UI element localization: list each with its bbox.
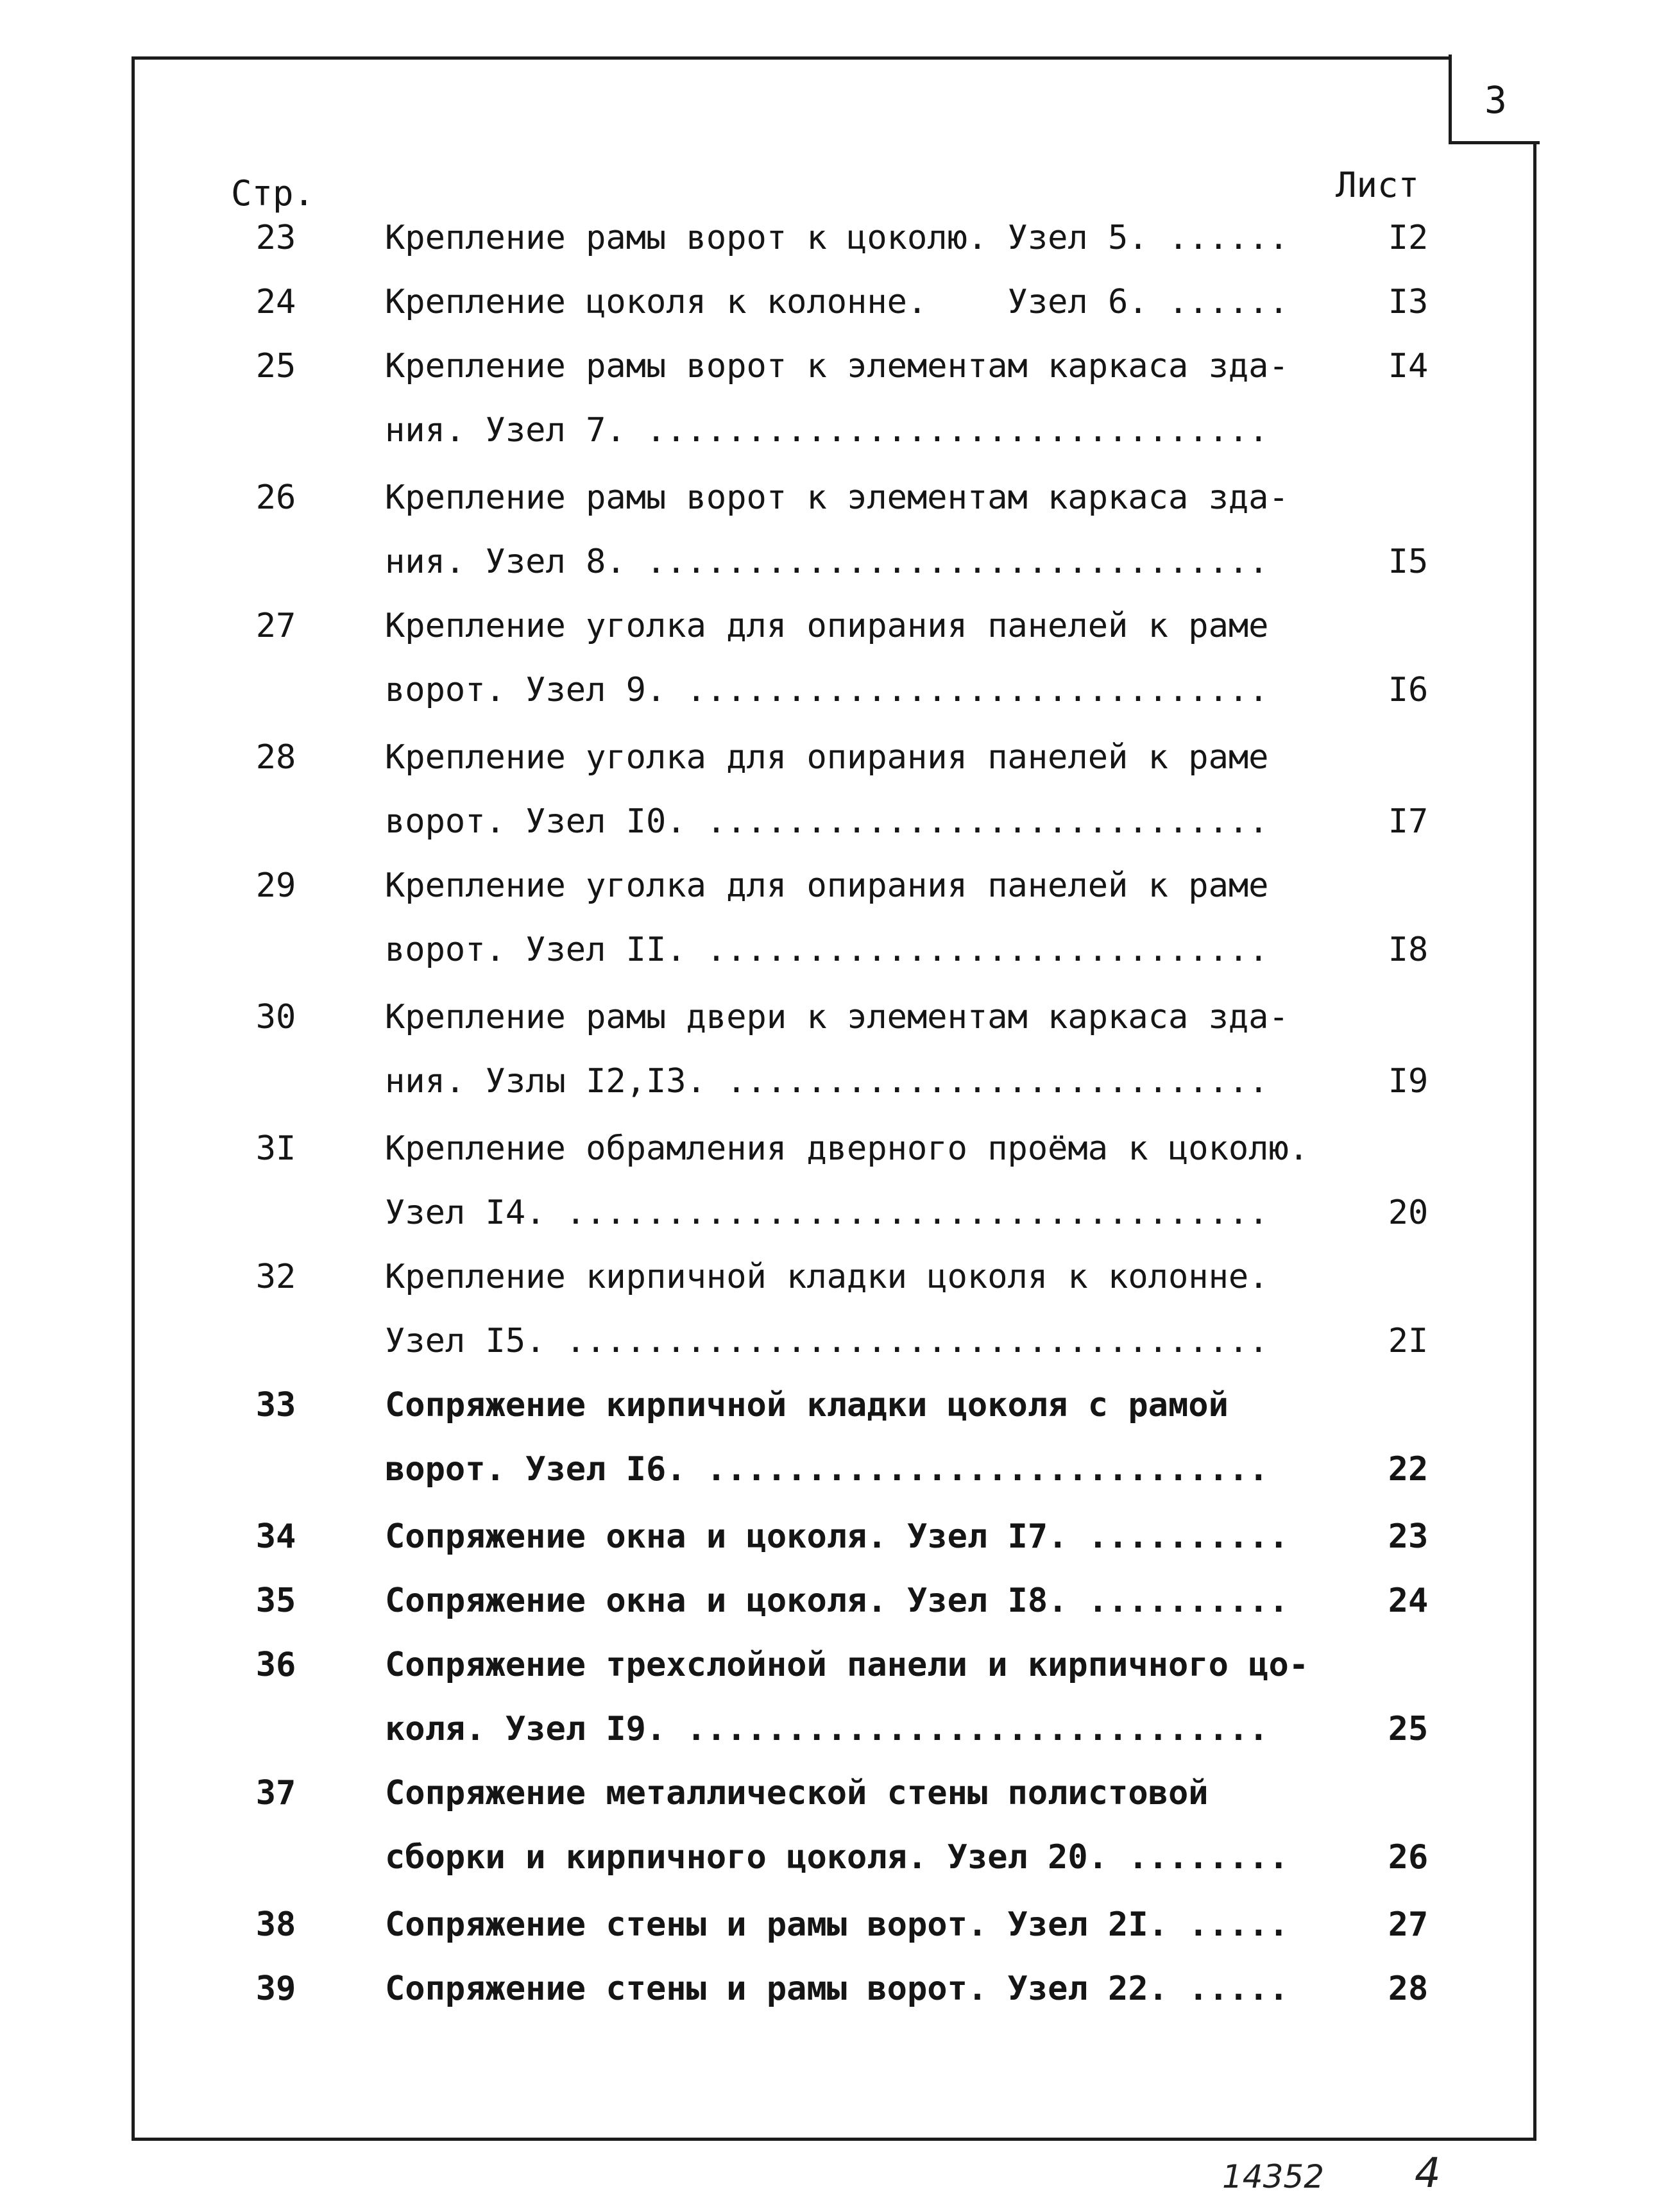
- page-column-header: Стр.: [231, 173, 315, 214]
- row-sheet-number: I7: [1388, 802, 1429, 841]
- row-title: Крепление рамы двери к элементам каркаса зда-: [385, 998, 1289, 1036]
- row-title: Сопряжение трехслойной панели и кирпичного цо-: [385, 1646, 1309, 1684]
- row-title: Крепление уголка для опирания панелей к раме: [385, 738, 1269, 777]
- row-page-number: 3I: [255, 1129, 296, 1168]
- row-sheet-number: 26: [1388, 1838, 1429, 1877]
- row-page-number: 24: [255, 283, 296, 321]
- row-title: Сопряжение металлической стены полистовой: [385, 1774, 1209, 1812]
- row-page-number: 34: [255, 1517, 296, 1556]
- row-page-number: 26: [255, 478, 296, 517]
- row-title: Крепление кирпичной кладки цоколя к колонне.: [385, 1258, 1269, 1296]
- row-sheet-number: I2: [1388, 219, 1429, 257]
- row-page-number: 25: [255, 347, 296, 385]
- row-title: сборки и кирпичного цоколя. Узел 20. ........: [385, 1838, 1289, 1877]
- row-title: Сопряжение стены и рамы ворот. Узел 22. .....: [385, 1970, 1289, 2008]
- row-sheet-number: I5: [1388, 543, 1429, 581]
- row-sheet-number: 27: [1388, 1905, 1429, 1944]
- sheet-column-header: Лист: [1336, 165, 1420, 205]
- row-page-number: 33: [255, 1386, 296, 1424]
- row-page-number: 29: [255, 866, 296, 905]
- row-title: Сопряжение окна и цоколя. Узел I8. ..........: [385, 1582, 1289, 1620]
- row-title: ния. Узел 8. ...............................: [385, 543, 1269, 581]
- row-sheet-number: I6: [1388, 671, 1429, 709]
- sheet-number-box: [1449, 55, 1540, 144]
- row-page-number: 36: [255, 1646, 296, 1684]
- row-title: Крепление рамы ворот к элементам каркаса зда-: [385, 478, 1289, 517]
- row-sheet-number: 23: [1388, 1517, 1429, 1556]
- row-title: ния. Узел 7. ...............................: [385, 411, 1269, 450]
- row-title: Крепление обрамления дверного проёма к цоколю.: [385, 1129, 1309, 1168]
- row-sheet-number: I3: [1388, 283, 1429, 321]
- footer-page-number: 4: [1415, 2150, 1441, 2197]
- row-title: ворот. Узел I0. ............................: [385, 802, 1269, 841]
- row-sheet-number: 2I: [1388, 1322, 1429, 1360]
- row-title: Сопряжение кирпичной кладки цоколя с рамой: [385, 1386, 1229, 1424]
- row-title: Крепление цоколя к колонне. Узел 6. ......: [385, 283, 1289, 321]
- row-title: Крепление рамы ворот к цоколю. Узел 5. ......: [385, 219, 1289, 257]
- row-title: ния. Узлы I2,I3. ...........................: [385, 1062, 1269, 1101]
- row-sheet-number: I4: [1388, 347, 1429, 385]
- row-page-number: 38: [255, 1905, 296, 1944]
- row-title: Узел I4. ...................................: [385, 1194, 1269, 1232]
- row-sheet-number: 20: [1388, 1194, 1429, 1232]
- row-title: Крепление рамы ворот к элементам каркаса зда-: [385, 347, 1289, 385]
- row-title: ворот. Узел 9. .............................: [385, 671, 1269, 709]
- row-title: ворот. Узел II. ............................: [385, 931, 1269, 969]
- row-title: Узел I5. ...................................: [385, 1322, 1269, 1360]
- row-sheet-number: 24: [1388, 1582, 1429, 1620]
- row-sheet-number: I9: [1388, 1062, 1429, 1101]
- row-page-number: 30: [255, 998, 296, 1036]
- row-sheet-number: I8: [1388, 931, 1429, 969]
- row-title: Крепление уголка для опирания панелей к раме: [385, 607, 1269, 645]
- row-title: Крепление уголка для опирания панелей к раме: [385, 866, 1269, 905]
- row-page-number: 39: [255, 1970, 296, 2008]
- document-code: 14352: [1222, 2158, 1325, 2195]
- row-sheet-number: 28: [1388, 1970, 1429, 2008]
- row-page-number: 37: [255, 1774, 296, 1812]
- sheet-number: 3: [1485, 78, 1507, 122]
- row-sheet-number: 22: [1388, 1450, 1429, 1489]
- row-title: коля. Узел I9. .............................: [385, 1710, 1269, 1748]
- row-title: Сопряжение стены и рамы ворот. Узел 2I. .....: [385, 1905, 1289, 1944]
- row-page-number: 23: [255, 219, 296, 257]
- row-page-number: 32: [255, 1258, 296, 1296]
- row-page-number: 28: [255, 738, 296, 777]
- row-title: Сопряжение окна и цоколя. Узел I7. ..........: [385, 1517, 1289, 1556]
- row-title: ворот. Узел I6. ............................: [385, 1450, 1269, 1489]
- row-page-number: 35: [255, 1582, 296, 1620]
- row-page-number: 27: [255, 607, 296, 645]
- row-sheet-number: 25: [1388, 1710, 1429, 1748]
